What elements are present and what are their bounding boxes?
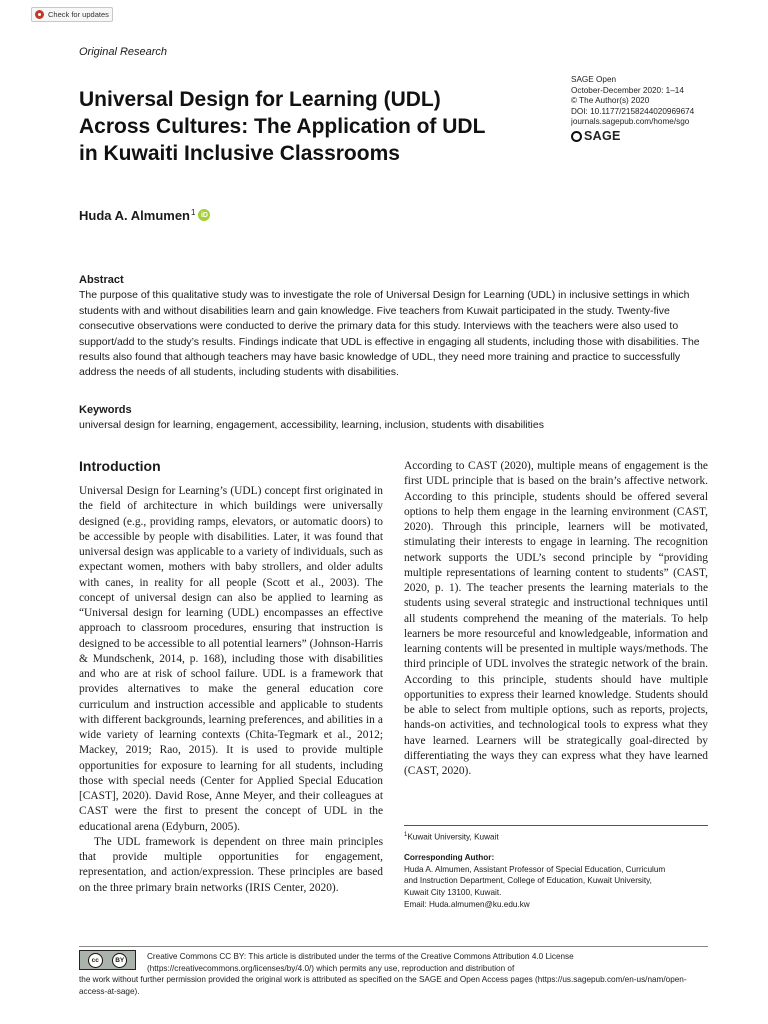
corresponding-author-line: Huda A. Almumen, Assistant Professor of Special Education, Curriculum [404,864,666,874]
keywords [79,403,709,434]
license-line[interactable]: (https://creativecommons.org/licenses/by/4.0/) which permits any use, reproduction and distribution of [147,963,515,973]
corresponding-author-line: and Instruction Department, College of Education, Kuwait University, [404,876,652,886]
body-column-left [79,484,383,896]
body-paragraph: The UDL framework is dependent on three main principles that provide multiple opportunities for engagement, representation, and action/expression. These principles are based on the three primary brain networks (IRIS Center, 2020). [79,835,383,894]
journal-doi[interactable]: DOI: 10.1177/2158244020969674 [571,106,695,116]
footnote-divider [404,825,708,826]
author-affiliation-mark: 1 [191,208,196,217]
corresponding-author-email[interactable]: Email: Huda.almumen@ku.edu.kw [404,899,530,909]
journal-issue: October-December 2020: 1–14 [571,85,684,95]
corresponding-author-heading: Corresponding Author: [404,853,495,862]
author-name[interactable]: Huda A. Almumen [79,208,190,223]
sage-logo [571,128,721,143]
author-line [79,208,210,223]
article-title: Universal Design for Learning (UDL) Across Cultures: The Application of UDL in Kuwaiti Inclusive Classrooms [79,88,486,165]
license-line[interactable]: (https://us.sagepub.com/en-us/nam/open-access-at-sage). [79,975,687,996]
keywords-text: universal design for learning, engagement, accessibility, learning, inclusion, students with disabilities [79,419,544,432]
license-divider [79,946,708,947]
orcid-icon[interactable]: iD [198,209,210,221]
introduction-heading: Introduction [79,458,161,474]
journal-copyright: © The Author(s) 2020 [571,96,650,105]
journal-name: SAGE Open [571,75,617,84]
abstract-heading: Abstract [79,274,124,286]
check-for-updates-label: Check for updates [48,10,109,19]
license-line: Creative Commons CC BY: This article is distributed under the terms of the Creative Commons Attribution 4.0 License [147,952,574,961]
abstract [79,273,709,381]
check-for-updates-button[interactable] [31,7,113,22]
abstract-text: The purpose of this qualitative study was to investigate the role of Universal Design for Learning (UDL) in inclusive settings in which students with and without disabilities learn and gain knowledge. Five teachers from Kuwait participated in the study. Twenty-five consecutive observations were conducted to derive the primary data for this study. Interviews with the teachers were also used to support/add to the study’s results. Findings indicate that UDL is effective in engaging all students, including those with disabilities. The results also found that although teachers may have basic knowledge of UDL, they need more training and practice to successfully address the needs of all students, including students with disabilities. [79,289,700,379]
journal-url[interactable]: journals.sagepub.com/home/sgo [571,117,690,126]
article-type-label: Original Research [79,46,168,58]
affiliation-footnote [404,832,499,842]
keywords-heading: Keywords [79,404,132,416]
body-paragraph: According to CAST (2020), multiple means of engagement is the first UDL principle that is based on the brain’s affective network. According to this principle, students should be offered several options to help them engage in the learning environment (CAST, 2020). Through this principle, learners will be motivated, stimulating their interests to engage in learning. The recognition network supports the UDL’s second principle by “providing multiple representations of learning content to students” (CAST, 2020, p. 1). The teacher presents the learning materials to the students using several strategic and instructional techniques until all students comprehend the meaning of the materials. To help learners be more resourceful and knowledgeable, information and learning contents will be presented in multiple ways/methods. The third principle of UDL involves the strategic network of the brain. According to this principle, students should have multiple opportunities to express their learned knowledge. Students should be able to select from multiple options, such as reports, projects, hands-on activities, and technological tools to express what they have learned. Learners will be strategically goal-directed by differentiating the ways they can express what they have learned (CAST, 2020). [404,460,708,777]
body-paragraph: Universal Design for Learning’s (UDL) concept first originated in the field of architecture in which buildings were universally designed (e.g., providing ramps, elevators, or automatic doors) to be accessible by people with disabilities. Later, it was found that universal design was applicable to a variety of individuals, such as expectant women, mothers with baby strollers, and older adults with canes, in reality for all people (Scott et al., 2003). The concept of universal design can also be applied to learning as “Universal design for learning (UDL) encompasses an effective approach to classroom procedures, ensuring that instruction is designed to be accessible to all potential learners” (Johnson-Harris & Mundschenk, 2014, p. 168), including those with disabilities and who are at risk of school failure. UDL is a framework that provides alternatives to make the general education core curriculum and instruction accessible and applicable to students with different backgrounds, learning preferences, and abilities in a wide variety of learning contexts (Chita-Tegmark et al., 2012; Mackey, 2019; Rao, 2015). It is used to provide multiple opportunities for exposure to learning for all students, including those with special needs (Center for Applied Special Education [CAST], 2020). David Rose, Anne Meyer, and their colleagues at CAST were the first to present the concept of UDL in the educational arena (Edyburn, 2005). [79,485,383,833]
cc-by-badge[interactable] [79,950,136,970]
corresponding-author [404,852,708,911]
corresponding-author-line: Kuwait City 13100, Kuwait. [404,888,502,898]
by-attribution-icon: BY [112,953,127,968]
journal-meta [571,75,721,142]
license-text [79,951,709,997]
body-column-right [404,459,708,779]
crossmark-icon [35,10,44,19]
affiliation-footnote-mark: 1 [404,832,408,838]
license-line: the work without further permission provided the original work is attributed as specified on the SAGE and Open Access pages [79,975,533,985]
sage-logo-text: SAGE [584,128,621,143]
sage-logo-icon [571,131,582,142]
affiliation-footnote-text: Kuwait University, Kuwait [407,832,499,842]
cc-icon: cc [88,953,103,968]
